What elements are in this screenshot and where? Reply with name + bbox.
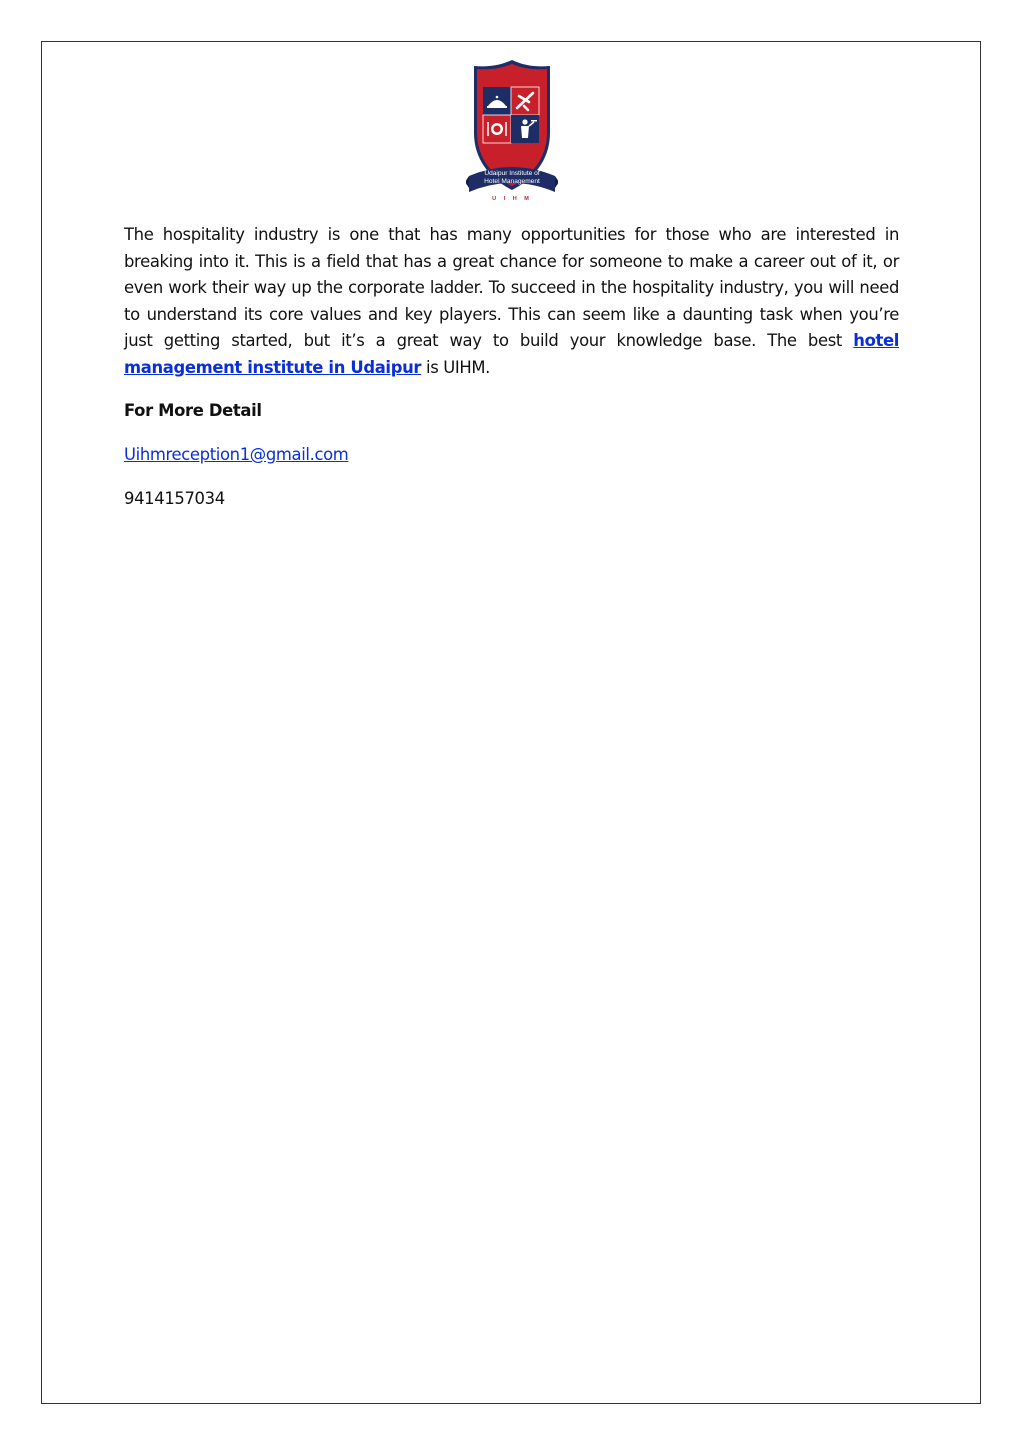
uihm-logo [466,58,558,204]
document-body [124,222,899,512]
logo-name-line2: Hotel Management [484,178,540,185]
logo-abbrev: U I H M [492,196,532,202]
intro-text-end: is UIHM. [421,357,491,377]
intro-text: The hospitality industry is one that has many opportunities for those who are interested in breaking into it. This is a field that has a great chance for someone to make a career out of it, or even work their way up the corporate ladder. To succeed in the hospitality industry, you will need to understand its core values and key players. This can seem like a daunting task when you’re just getting started, but it’s a great way to build your knowledge base. The best [124,225,899,350]
intro-paragraph [124,222,899,381]
phone-number: 9414157034 [124,489,225,508]
hotel-management-link[interactable]: hotel management institute in Udaipur [124,331,899,377]
contact-heading: For More Detail [124,401,262,420]
logo-name-line1: Udaipur Institute of [484,170,540,177]
email-link[interactable]: Uihmreception1@gmail.com [124,445,349,464]
